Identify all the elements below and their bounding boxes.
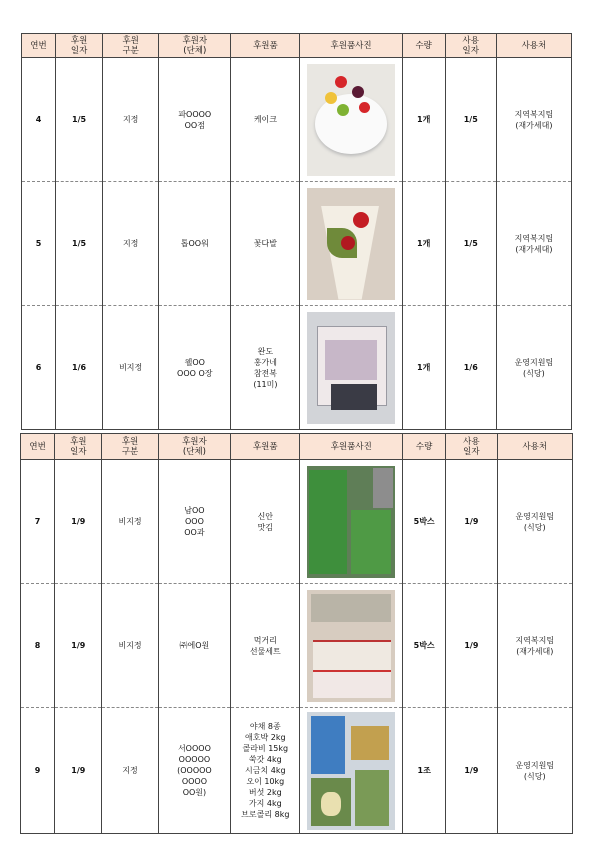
cell-use-place: 지역복지팀 (재가세대) — [496, 58, 571, 182]
cell-qty: 1개 — [402, 182, 445, 306]
cell-use-place: 지역복지팀 (재가세대) — [497, 584, 572, 708]
cell-use-place: 운영지원팀 (식당) — [496, 306, 571, 430]
cell-date: 1/5 — [56, 58, 103, 182]
header-qty: 수량 — [403, 434, 446, 460]
cell-no: 7 — [21, 460, 55, 584]
cell-no: 9 — [21, 708, 55, 834]
cell-use-date: 1/5 — [445, 182, 496, 306]
item-list: 애호박 2kg 콜라비 15kg 쑥갓 4kg 시금치 4kg 오이 10kg 버섯 2kg 가지 4kg 브로콜리 8kg — [241, 733, 290, 819]
cell-photo — [300, 584, 403, 708]
header-no: 연번 — [21, 434, 55, 460]
table-row — [21, 708, 573, 834]
header-use-date: 사용 일자 — [446, 434, 497, 460]
cell-use-place: 지역복지팀 (재가세대) — [496, 182, 571, 306]
cell-qty: 5박스 — [403, 460, 446, 584]
cell-use-date: 1/9 — [446, 460, 497, 584]
cell-type: 비지정 — [102, 584, 158, 708]
header-item: 후원품 — [231, 434, 300, 460]
header-type: 후원 구분 — [102, 434, 158, 460]
table-row — [22, 182, 572, 306]
vegetables-photo — [307, 712, 395, 830]
cake-photo — [307, 64, 395, 176]
table-row — [22, 306, 572, 430]
cell-use-place: 운영지원팀 (식당) — [497, 708, 572, 834]
cell-type: 지정 — [103, 58, 159, 182]
cell-date: 1/9 — [55, 708, 102, 834]
table-row — [21, 584, 573, 708]
cell-qty: 1조 — [403, 708, 446, 834]
cell-no: 6 — [22, 306, 56, 430]
donation-table-2 — [20, 433, 573, 834]
header-type: 후원 구분 — [103, 34, 159, 58]
cell-donor: ㈜에O원 — [158, 584, 230, 708]
header-qty: 수량 — [402, 34, 445, 58]
header-use-place: 사용처 — [496, 34, 571, 58]
cell-qty: 5박스 — [403, 584, 446, 708]
cell-no: 5 — [22, 182, 56, 306]
cell-photo — [300, 58, 402, 182]
cell-no: 8 — [21, 584, 55, 708]
cell-item: 신안 맛김 — [231, 460, 300, 584]
header-photo: 후원품사진 — [300, 34, 402, 58]
cell-photo — [300, 708, 403, 834]
cell-use-date: 1/6 — [445, 306, 496, 430]
cell-item — [231, 708, 300, 834]
cell-photo — [300, 460, 403, 584]
cell-date: 1/9 — [55, 460, 102, 584]
header-donor: 후원자 (단체) — [158, 434, 230, 460]
header-photo: 후원품사진 — [300, 434, 403, 460]
cell-qty: 1개 — [402, 306, 445, 430]
cell-use-date: 1/5 — [445, 58, 496, 182]
cell-qty: 1개 — [402, 58, 445, 182]
header-date: 후원 일자 — [56, 34, 103, 58]
cell-type: 비지정 — [103, 306, 159, 430]
cell-use-place: 운영지원팀 (식당) — [497, 460, 572, 584]
cell-date: 1/9 — [55, 584, 102, 708]
header-no: 연번 — [22, 34, 56, 58]
cell-photo — [300, 182, 402, 306]
cell-donor: 톱OO워 — [159, 182, 231, 306]
flower-bouquet-photo — [307, 188, 395, 300]
table-row — [22, 58, 572, 182]
header-date: 후원 일자 — [55, 434, 102, 460]
header-item: 후원품 — [231, 34, 300, 58]
cell-item: 먹거리 선물세트 — [231, 584, 300, 708]
abalone-box-photo — [307, 312, 395, 424]
header-donor: 후원자 (단체) — [159, 34, 231, 58]
item-heading: 야채 8종 — [249, 722, 281, 731]
cell-item: 완도 홍가네 참전복 (11미) — [231, 306, 300, 430]
cell-type: 비지정 — [102, 460, 158, 584]
cell-photo — [300, 306, 402, 430]
header-row — [22, 34, 572, 58]
cell-donor: 서OOOO OOOOO (OOOOO OOOO OO원) — [158, 708, 230, 834]
cell-item: 꽃다발 — [231, 182, 300, 306]
header-use-date: 사용 일자 — [445, 34, 496, 58]
table-row — [21, 460, 573, 584]
gift-set-photo — [307, 590, 395, 702]
cell-item: 케이크 — [231, 58, 300, 182]
cell-donor: 남OO OOO OO과 — [158, 460, 230, 584]
cell-use-date: 1/9 — [446, 584, 497, 708]
header-row — [21, 434, 573, 460]
donation-table-1 — [21, 33, 572, 430]
seaweed-boxes-photo — [307, 466, 395, 578]
cell-type: 지정 — [103, 182, 159, 306]
header-use-place: 사용처 — [497, 434, 572, 460]
cell-donor: 파OOOO OO점 — [159, 58, 231, 182]
cell-type: 지정 — [102, 708, 158, 834]
cell-no: 4 — [22, 58, 56, 182]
cell-date: 1/6 — [56, 306, 103, 430]
cell-use-date: 1/9 — [446, 708, 497, 834]
cell-donor: 웰OO OOO O장 — [159, 306, 231, 430]
cell-date: 1/5 — [56, 182, 103, 306]
